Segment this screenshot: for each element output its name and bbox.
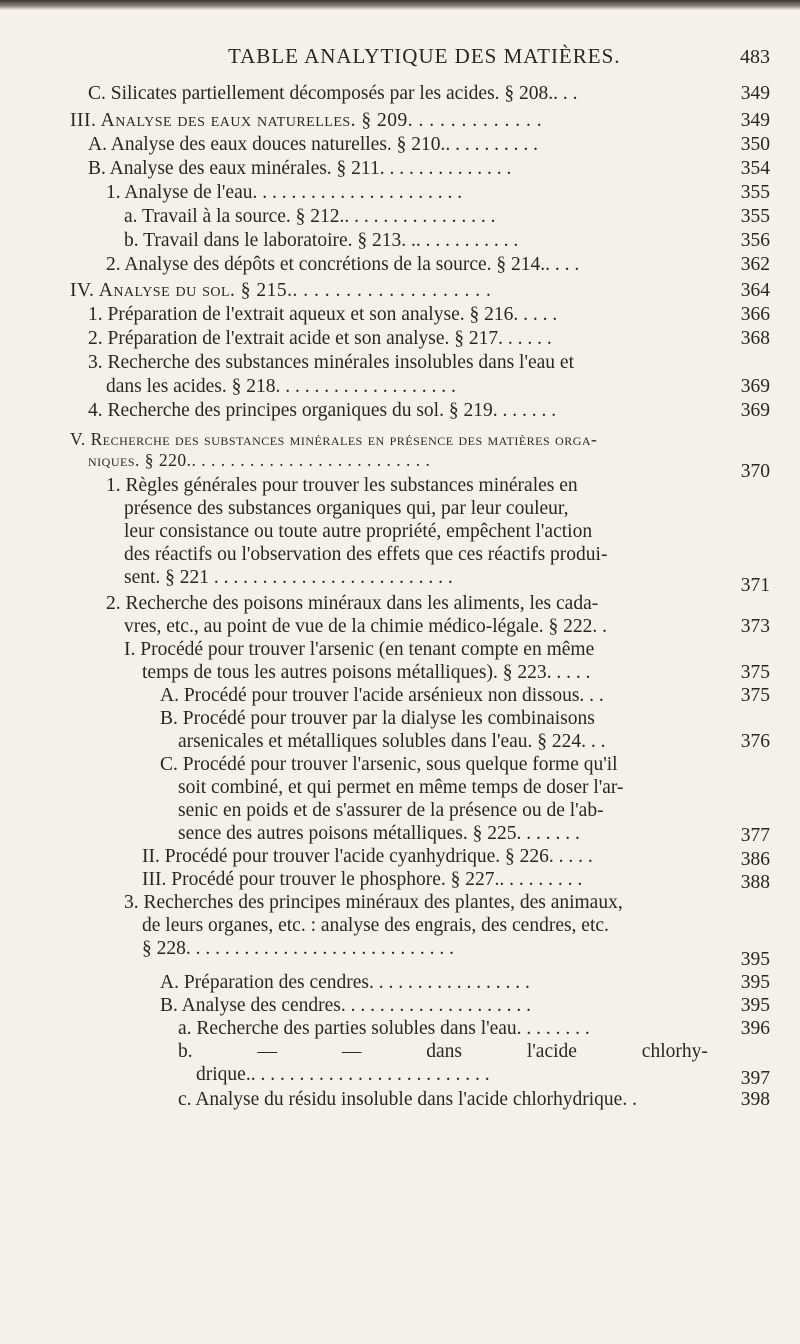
toc-entry-a-eaux-douces: A. Analyse des eaux douces naturelles. § 210.. . . . . . . . . . xyxy=(88,134,539,155)
toc-entry-b-dialyse: B. Procédé pour trouver par la dialyse les combinaisons xyxy=(160,708,595,729)
toc-page: 375 xyxy=(740,685,770,706)
toc-entry-c-arsenic-line3: senic en poids et de s'assurer de la présence ou de l'ab- xyxy=(178,800,604,821)
toc-page: 395 xyxy=(740,949,770,970)
toc-entry-c-silicates: C. Silicates partiellement décomposés par les acides. § 208.. . . xyxy=(88,83,578,104)
toc-page: 388 xyxy=(740,872,770,893)
toc-page: 355 xyxy=(740,182,770,203)
toc-entry-c-residu-insoluble: c. Analyse du résidu insoluble dans l'acide chlorhydrique. . xyxy=(178,1089,637,1110)
toc-entry-3-plantes-line2: de leurs organes, etc. : analyse des engrais, des cendres, etc. xyxy=(142,915,609,936)
toc-page: 354 xyxy=(740,158,770,179)
toc-page: 396 xyxy=(740,1018,770,1039)
toc-entry-iv-sol: IV. Analyse du sol. § 215.. . . . . . . . . . . . . . . . . . . xyxy=(70,280,492,301)
toc-page: 369 xyxy=(740,400,770,421)
toc-page: 349 xyxy=(740,83,770,104)
toc-page: 368 xyxy=(740,328,770,349)
toc-page: 349 xyxy=(740,110,770,131)
toc-page: 373 xyxy=(740,616,770,637)
toc-entry-b-analyse-cendres: B. Analyse des cendres. . . . . . . . . . . . . . . . . . . . xyxy=(160,995,531,1016)
toc-entry-v-recherche-cont: niques. § 220.. . . . . . . . . . . . . . . . . . . . . . . . . xyxy=(88,450,431,470)
toc-page: 355 xyxy=(740,206,770,227)
toc-page: 356 xyxy=(740,230,770,251)
toc-entry-a-travail-source: a. Travail à la source. § 212.. . . . . . . . . . . . . . . . xyxy=(124,206,496,227)
toc-entry-c-arsenic-line4: sence des autres poisons métalliques. § 225. . . . . . . xyxy=(178,823,580,844)
toc-entry-i-arsenic-cont: temps de tous les autres poisons métalliques). § 223. . . . . xyxy=(142,662,591,683)
toc-entry-a-parties-solubles: a. Recherche des parties solubles dans l'eau. . . . . . . . xyxy=(178,1018,590,1039)
toc-entry-c-arsenic-forme: C. Procédé pour trouver l'arsenic, sous quelque forme qu'il xyxy=(160,754,618,775)
toc-entry-3-plantes-line3: § 228. . . . . . . . . . . . . . . . . . . . . . . . . . . . xyxy=(142,938,454,959)
toc-entry-1-regles-line5: sent. § 221 . . . . . . . . . . . . . . . . . . . . . . . . . xyxy=(124,567,453,588)
toc-entry-3-insolubles-cont: dans les acides. § 218. . . . . . . . . . . . . . . . . . . xyxy=(106,376,456,397)
toc-entry-a-preparation-cendres: A. Préparation des cendres. . . . . . . . . . . . . . . . . xyxy=(160,972,530,993)
toc-entry-1-regles-line2: présence des substances organiques qui, par leur couleur, xyxy=(124,498,569,519)
toc-page: 366 xyxy=(740,304,770,325)
toc-entry-1-regles-line3: leur consistance ou toute autre propriété, empêchent l'action xyxy=(124,521,593,542)
toc-entry-b-acide-chlorhydrique: b. — — dans l'acide chlorhy- xyxy=(178,1041,708,1062)
toc-page: 398 xyxy=(740,1089,770,1110)
toc-entry-2-poisons-cont: vres, etc., au point de vue de la chimie médico-légale. § 222. . xyxy=(124,616,607,637)
toc-entry-b-eaux-minerales: B. Analyse des eaux minérales. § 211. . . . . . . . . . . . . . xyxy=(88,158,512,179)
toc-page: 350 xyxy=(740,134,770,155)
running-title: TABLE ANALYTIQUE DES MATIÈRES. xyxy=(228,44,621,68)
toc-entry-2-extrait-acide: 2. Préparation de l'extrait acide et son analyse. § 217. . . . . . xyxy=(88,328,552,349)
toc-entry-3-plantes: 3. Recherches des principes minéraux des plantes, des animaux, xyxy=(124,892,623,913)
toc-entry-ii-cyanhydrique: II. Procédé pour trouver l'acide cyanhydrique. § 226. . . . . xyxy=(142,846,593,867)
toc-page: 397 xyxy=(740,1068,770,1089)
toc-page: 364 xyxy=(740,280,770,301)
toc-page: 369 xyxy=(740,376,770,397)
toc-page: 395 xyxy=(740,995,770,1016)
toc-page: 377 xyxy=(740,825,770,846)
toc-page: 370 xyxy=(740,461,770,482)
toc-entry-b-dialyse-cont: arsenicales et métalliques solubles dans l'eau. § 224. . . xyxy=(178,731,606,752)
toc-page: 371 xyxy=(740,575,770,596)
toc-entry-2-poisons: 2. Recherche des poisons minéraux dans les aliments, les cada- xyxy=(106,593,599,614)
toc-page: 362 xyxy=(740,254,770,275)
page-header xyxy=(0,44,800,74)
toc-page: 395 xyxy=(740,972,770,993)
toc-entry-a-acide-arsenieux: A. Procédé pour trouver l'acide arsénieux non dissous. . . xyxy=(160,685,604,706)
page-top-edge xyxy=(0,0,800,10)
toc-entry-iii-phosphore: III. Procédé pour trouver le phosphore. § 227.. . . . . . . . . xyxy=(142,869,583,890)
toc-page: 376 xyxy=(740,731,770,752)
toc-entry-i-arsenic: I. Procédé pour trouver l'arsenic (en tenant compte en même xyxy=(124,639,595,660)
toc-entry-1-regles: 1. Règles générales pour trouver les substances minérales en xyxy=(106,475,578,496)
toc-page: 375 xyxy=(740,662,770,683)
toc-entry-1-extrait-aqueux: 1. Préparation de l'extrait aqueux et son analyse. § 216. . . . . xyxy=(88,304,558,325)
toc-entry-4-organiques: 4. Recherche des principes organiques du sol. § 219. . . . . . . xyxy=(88,400,557,421)
toc-entry-c-arsenic-line2: soit combiné, et qui permet en même temps de doser l'ar- xyxy=(178,777,624,798)
toc-entry-v-recherche: V. Recherche des substances minérales en présence des matières orga- xyxy=(70,429,598,449)
page-number: 483 xyxy=(740,46,770,68)
toc-entry-3-insolubles: 3. Recherche des substances minérales insolubles dans l'eau et xyxy=(88,352,574,373)
toc-entry-2-depots: 2. Analyse des dépôts et concrétions de la source. § 214.. . . . xyxy=(106,254,580,275)
toc-entry-b-laboratoire: b. Travail dans le laboratoire. § 213. .. . . . . . . . . . . xyxy=(124,230,519,251)
toc-entry-iii-eaux: III. Analyse des eaux naturelles. § 209. . . . . . . . . . . . . xyxy=(70,110,543,131)
toc-entry-1-regles-line4: des réactifs ou l'observation des effets que ces réactifs produi- xyxy=(124,544,608,565)
toc-entry-1-analyse-eau: 1. Analyse de l'eau. . . . . . . . . . . . . . . . . . . . . . xyxy=(106,182,463,203)
toc-page: 386 xyxy=(740,849,770,870)
toc-entry-b-acide-chlorhydrique-cont: drique.. . . . . . . . . . . . . . . . . . . . . . . . . xyxy=(196,1064,490,1085)
